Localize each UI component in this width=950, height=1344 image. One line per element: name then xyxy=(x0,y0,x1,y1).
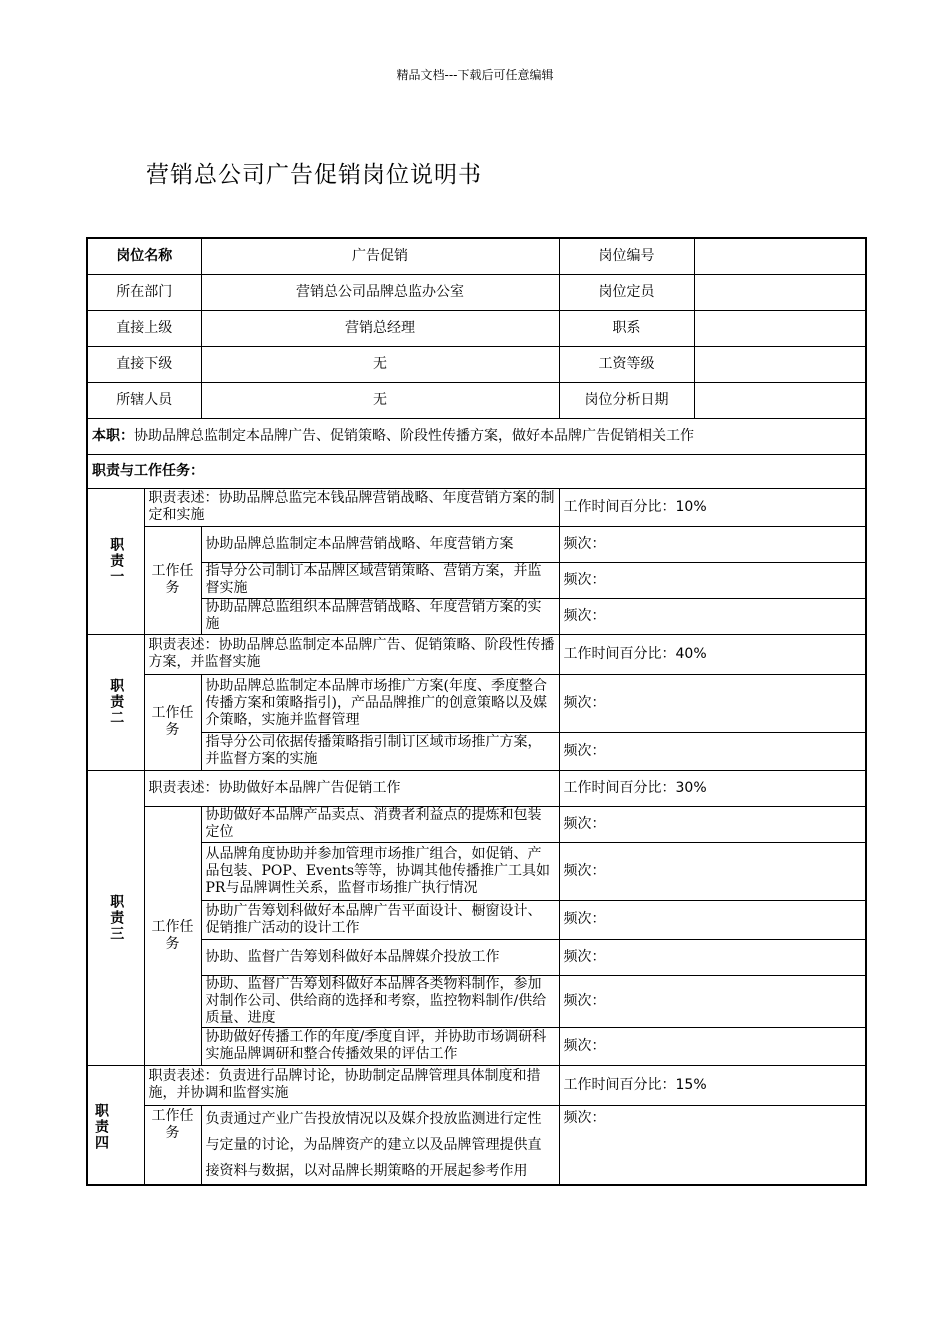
duty-label: 职责二 xyxy=(87,634,144,770)
duty-label: 职责三 xyxy=(87,770,144,1065)
duty-desc-row xyxy=(87,634,866,674)
task-label: 工作任务 xyxy=(144,806,201,1065)
info-value: 无 xyxy=(201,382,559,418)
info-key: 直接上级 xyxy=(87,310,201,346)
task-row xyxy=(87,900,866,939)
info-key: 工资等级 xyxy=(559,346,694,382)
task-row xyxy=(87,598,866,634)
task-frequency: 频次： xyxy=(559,598,866,634)
task-row xyxy=(87,842,866,900)
info-key: 岗位名称 xyxy=(87,238,201,274)
document-title: 营销总公司广告促销岗位说明书 xyxy=(146,162,482,188)
task-text: 协助品牌总监制定本品牌市场推广方案(年度、季度整合传播方案和策略指引)，产品品牌推广的创意策略以及媒介策略，实施并监督管理 xyxy=(201,674,559,732)
info-key: 直接下级 xyxy=(87,346,201,382)
info-value xyxy=(694,238,866,274)
task-frequency: 频次： xyxy=(559,975,866,1027)
info-row xyxy=(87,310,866,346)
header-note: 精品文档---下载后可任意编辑 xyxy=(396,68,554,82)
task-row xyxy=(87,562,866,598)
duty-description: 职责表述：协助做好本品牌广告促销工作 xyxy=(144,770,559,806)
duty-label: 职责一 xyxy=(87,488,144,634)
task-row xyxy=(87,674,866,732)
info-value xyxy=(694,310,866,346)
task-text: 协助广告筹划科做好本品牌广告平面设计、橱窗设计、促销推广活动的设计工作 xyxy=(201,900,559,939)
task-label: 工作任务 xyxy=(144,674,201,770)
task-text: 协助品牌总监组织本品牌营销战略、年度营销方案的实施 xyxy=(201,598,559,634)
duty-description: 职责表述：协助品牌总监完本钱品牌营销战略、年度营销方案的制定和实施 xyxy=(144,488,559,526)
task-label: 工作任务 xyxy=(144,1105,201,1185)
info-key: 职系 xyxy=(559,310,694,346)
info-key: 所辖人员 xyxy=(87,382,201,418)
task-frequency: 频次： xyxy=(559,526,866,562)
task-text: 负责通过产业广告投放情况以及媒介投放监测进行定性与定量的讨论，为品牌资产的建立以及品牌管理提供直接资料与数据，以对品牌长期策略的开展起参考作用 xyxy=(201,1105,559,1185)
info-key: 所在部门 xyxy=(87,274,201,310)
task-row xyxy=(87,1105,866,1185)
task-text: 指导分公司依据传播策略指引制订区域市场推广方案，并监督方案的实施 xyxy=(201,732,559,770)
duty-desc-row xyxy=(87,1065,866,1105)
duty-desc-row xyxy=(87,770,866,806)
info-row xyxy=(87,382,866,418)
duty-label: 职责四 xyxy=(87,1065,144,1185)
task-frequency: 频次： xyxy=(559,1105,866,1185)
duty-summary-text: 协助品牌总监制定本品牌广告、促销策略、阶段性传播方案，做好本品牌广告促销相关工作 xyxy=(134,427,694,444)
task-frequency: 频次： xyxy=(559,806,866,842)
info-row xyxy=(87,346,866,382)
duty-desc-row xyxy=(87,488,866,526)
info-value xyxy=(694,274,866,310)
info-row xyxy=(87,274,866,310)
task-frequency: 频次： xyxy=(559,732,866,770)
duty-description: 职责表述：负责进行品牌讨论，协助制定品牌管理具体制度和措施，并协调和监督实施 xyxy=(144,1065,559,1105)
info-key: 岗位编号 xyxy=(559,238,694,274)
task-frequency: 频次： xyxy=(559,939,866,975)
task-text: 从品牌角度协助并参加管理市场推广组合，如促销、产品包装、POP、Events等等，协调其他传播推广工具如PR与品牌调性关系，监督市场推广执行情况 xyxy=(201,842,559,900)
task-text: 协助做好本品牌产品卖点、消费者利益点的提炼和包装定位 xyxy=(201,806,559,842)
job-description-table xyxy=(86,237,867,1186)
duty-summary-label: 本职： xyxy=(92,427,134,444)
duty-time-percent: 工作时间百分比：10% xyxy=(559,488,866,526)
task-row xyxy=(87,939,866,975)
section-title: 职责与工作任务： xyxy=(87,454,866,488)
task-frequency: 频次： xyxy=(559,1027,866,1065)
task-row xyxy=(87,1027,866,1065)
duty-time-percent: 工作时间百分比：15% xyxy=(559,1065,866,1105)
info-value: 营销总公司品牌总监办公室 xyxy=(201,274,559,310)
task-row xyxy=(87,526,866,562)
task-row xyxy=(87,806,866,842)
info-key: 岗位分析日期 xyxy=(559,382,694,418)
duty-summary-row xyxy=(87,418,866,454)
info-value xyxy=(694,346,866,382)
task-text: 协助做好传播工作的年度/季度自评，并协助市场调研科实施品牌调研和整合传播效果的评估工作 xyxy=(201,1027,559,1065)
duty-time-percent: 工作时间百分比：30% xyxy=(559,770,866,806)
task-row xyxy=(87,732,866,770)
task-row xyxy=(87,975,866,1027)
task-text: 协助品牌总监制定本品牌营销战略、年度营销方案 xyxy=(201,526,559,562)
task-frequency: 频次： xyxy=(559,674,866,732)
task-frequency: 频次： xyxy=(559,562,866,598)
task-label: 工作任务 xyxy=(144,526,201,634)
task-text: 协助、监督广告筹划科做好本品牌各类物料制作，参加对制作公司、供给商的选择和考察，监控物料制作/供给质量、进度 xyxy=(201,975,559,1027)
duty-description: 职责表述：协助品牌总监制定本品牌广告、促销策略、阶段性传播方案，并监督实施 xyxy=(144,634,559,674)
info-key: 岗位定员 xyxy=(559,274,694,310)
info-value xyxy=(694,382,866,418)
task-frequency: 频次： xyxy=(559,842,866,900)
info-value: 广告促销 xyxy=(201,238,559,274)
task-text: 指导分公司制订本品牌区域营销策略、营销方案，并监督实施 xyxy=(201,562,559,598)
info-row xyxy=(87,238,866,274)
duty-summary xyxy=(87,418,866,454)
task-text: 协助、监督广告筹划科做好本品牌媒介投放工作 xyxy=(201,939,559,975)
info-value: 营销总经理 xyxy=(201,310,559,346)
duty-time-percent: 工作时间百分比：40% xyxy=(559,634,866,674)
task-frequency: 频次： xyxy=(559,900,866,939)
info-value: 无 xyxy=(201,346,559,382)
section-header-row xyxy=(87,454,866,488)
